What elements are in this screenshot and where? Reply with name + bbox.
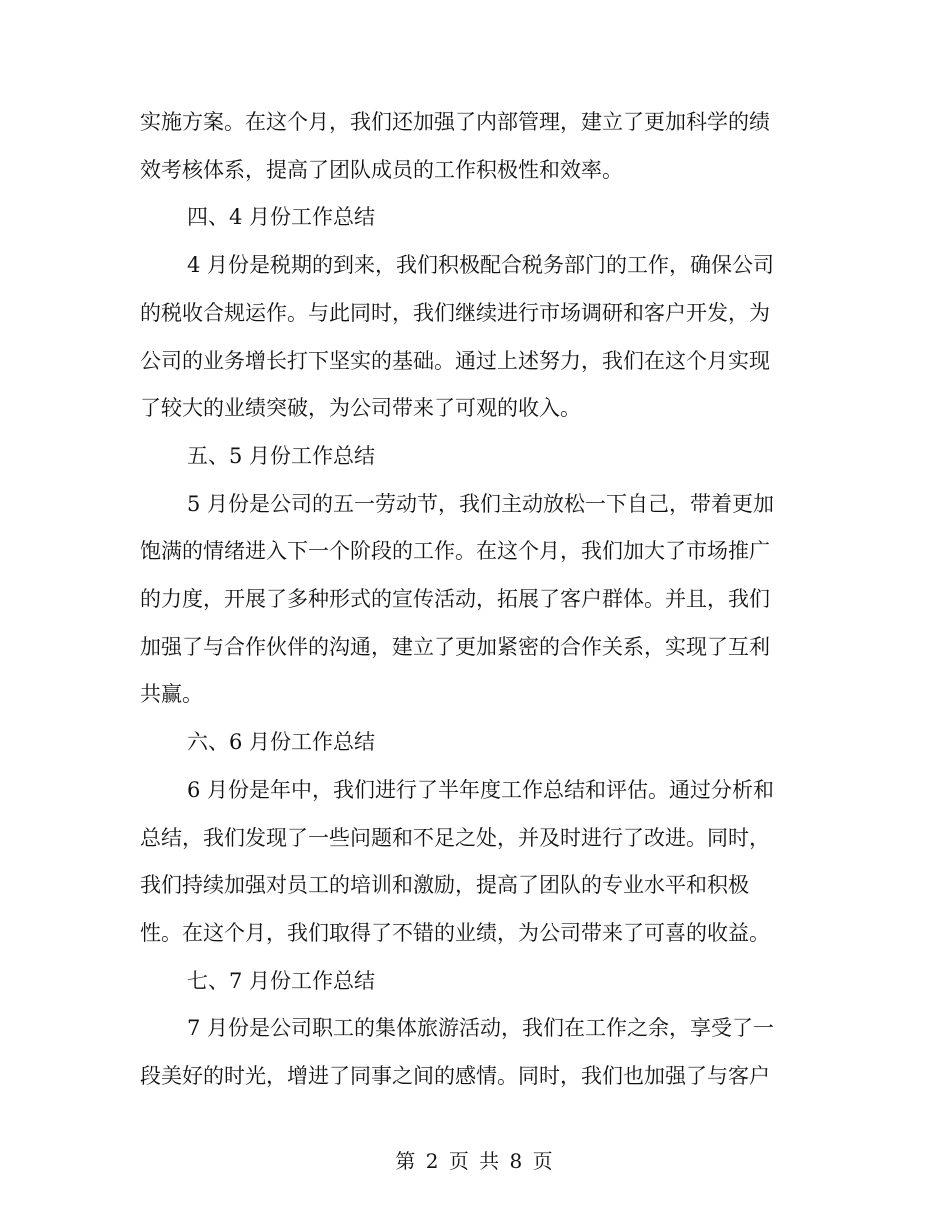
text-line: 实施方案。在这个月，我们还加强了内部管理，建立了更加科学的绩 [140, 110, 770, 134]
text-line: 段美好的时光，增进了同事之间的感情。同时，我们也加强了与客户 [140, 1064, 770, 1088]
text-line: 5 月份是公司的五一劳动节，我们主动放松一下自己，带着更加 [187, 491, 775, 516]
text-line: 四、4 月份工作总结 [187, 205, 376, 230]
text-line: 6 月份是年中，我们进行了半年度工作总结和评估。通过分析和 [187, 777, 775, 802]
text-line: 七、7 月份工作总结 [187, 968, 376, 993]
text-line: 4 月份是税期的到来，我们积极配合税务部门的工作，确保公司 [187, 253, 775, 278]
text-line: 六、6 月份工作总结 [187, 730, 376, 755]
text-line: 的税收合规运作。与此同时，我们继续进行市场调研和客户开发，为 [140, 300, 770, 325]
text-line: 加强了与合作伙伴的沟通，建立了更加紧密的合作关系，实现了互利 [140, 634, 770, 659]
text-line: 7 月份是公司职工的集体旅游活动，我们在工作之余，享受了一 [187, 1016, 775, 1041]
text-line: 效考核体系，提高了团队成员的工作积极性和效率。 [140, 157, 623, 182]
text-line: 我们持续加强对员工的培训和激励，提高了团队的专业水平和积极 [140, 873, 749, 898]
text-line: 五、5 月份工作总结 [187, 443, 376, 468]
text-line: 饱满的情绪进入下一个阶段的工作。在这个月，我们加大了市场推广 [140, 539, 770, 564]
text-line: 性。在这个月，我们取得了不错的业绩，为公司带来了可喜的收益。 [140, 920, 770, 945]
text-line: 总结，我们发现了一些问题和不足之处，并及时进行了改进。同时， [140, 825, 770, 850]
page-footer: 第 2 页 共 8 页 [395, 1149, 555, 1173]
text-line: 了较大的业绩突破，为公司带来了可观的收入。 [140, 396, 581, 421]
text-line: 公司的业务增长打下坚实的基础。通过上述努力，我们在这个月实现 [140, 348, 770, 373]
text-line: 的力度，开展了多种形式的宣传活动，拓展了客户群体。并且，我们 [140, 587, 770, 611]
text-line: 共赢。 [140, 682, 203, 707]
